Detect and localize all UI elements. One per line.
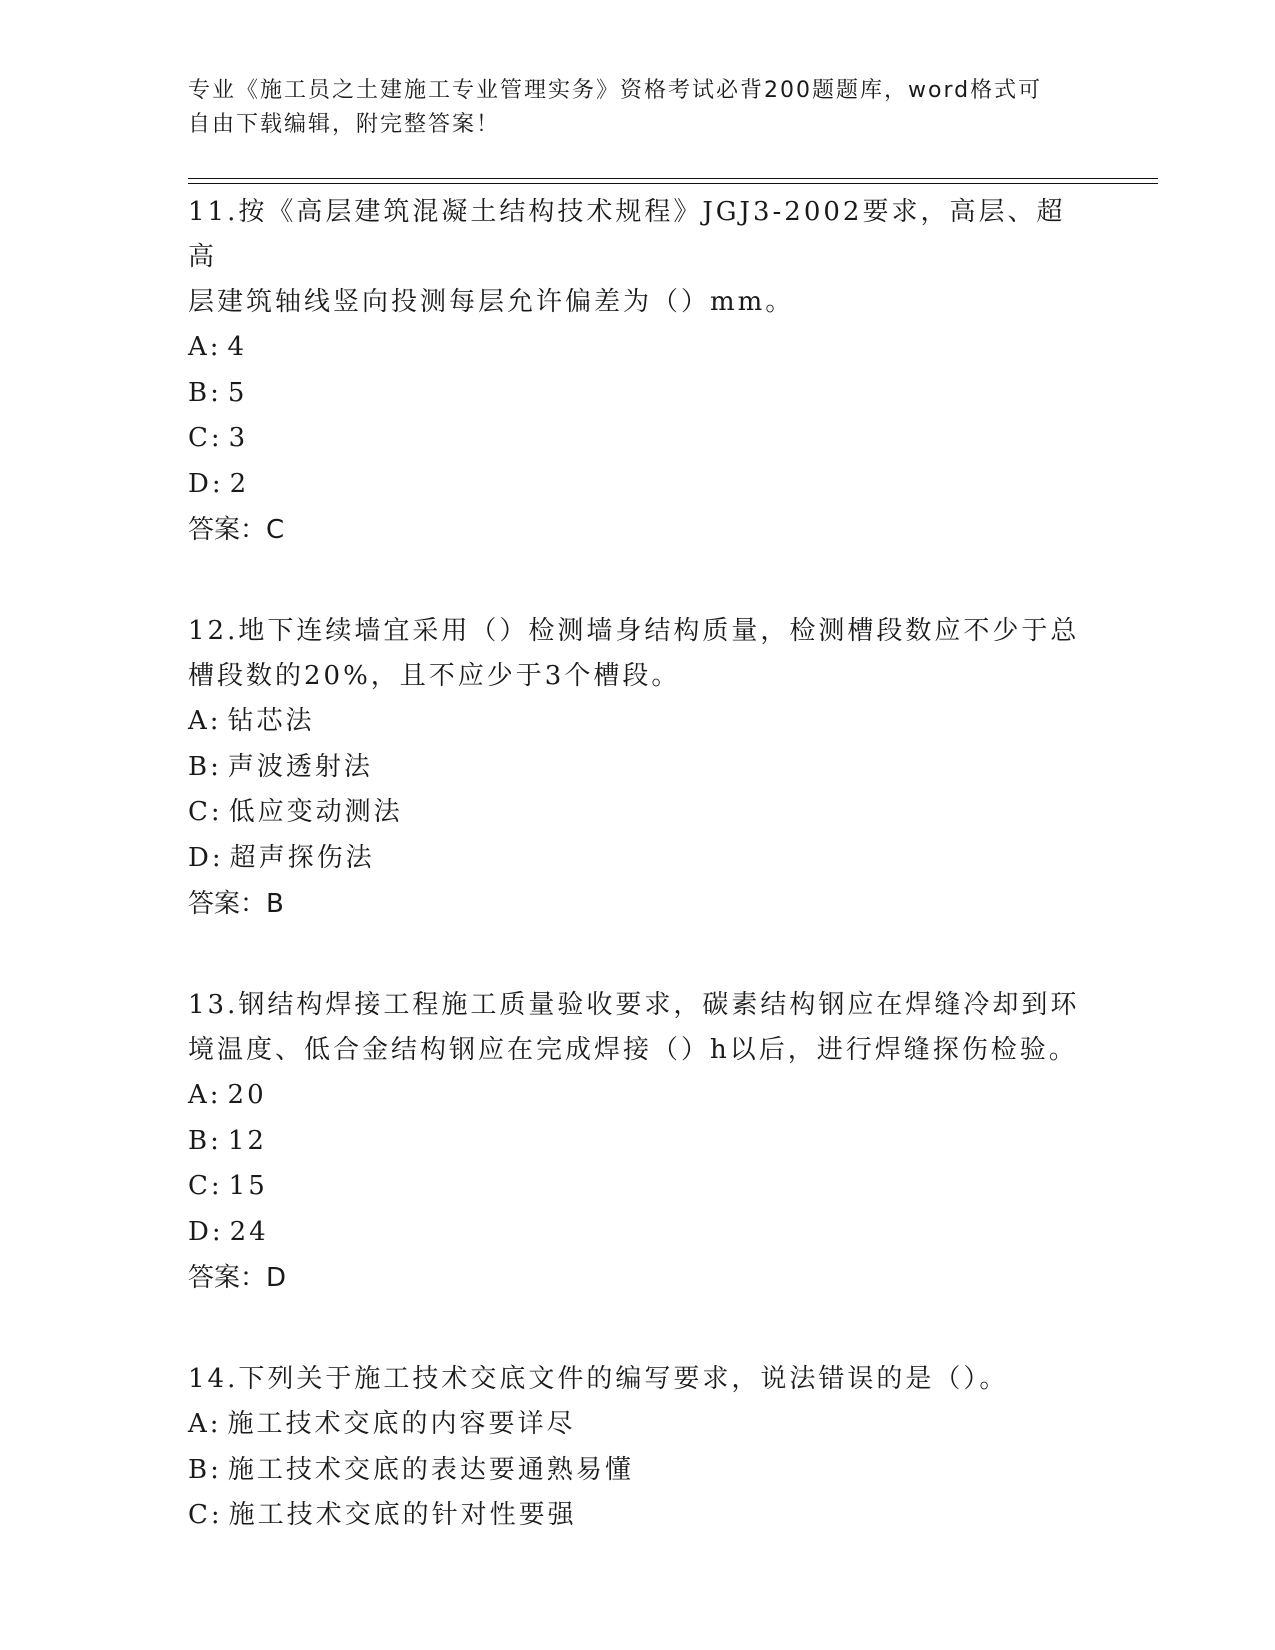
option-c — [188, 790, 1088, 836]
option-letter: B: — [188, 1125, 222, 1156]
option-b — [188, 1119, 1088, 1165]
option-b — [188, 1448, 1088, 1494]
question-stem-line: 层建筑轴线竖向投测每层允许偏差为（）mm。 — [188, 287, 795, 317]
header-divider-bottom — [188, 183, 1158, 184]
option-text: 声波透射法 — [227, 751, 373, 782]
option-a — [188, 1402, 1088, 1448]
option-letter: A: — [188, 1080, 222, 1110]
header-line-1: 专业《施工员之土建施工专业管理实务》资格考试必背200题题库，word格式可 — [188, 78, 1043, 103]
option-d — [188, 1210, 1088, 1256]
option-text: 3 — [228, 423, 249, 453]
question-stem-line: 12.地下连续墙宜采用（）检测墙身结构质量，检测槽段数应不少于总 — [188, 616, 1080, 646]
header-line-2: 自由下载编辑，附完整答案！ — [188, 112, 501, 137]
option-text: 低应变动测法 — [228, 797, 403, 827]
option-c — [188, 416, 1088, 462]
question-stem-line: 境温度、低合金结构钢应在完成焊接（）h以后，进行焊缝探伤检验。 — [188, 1035, 1078, 1065]
option-letter: C: — [188, 1500, 223, 1530]
document-header — [188, 74, 1088, 142]
question-list — [188, 190, 1088, 1595]
option-text: 5 — [227, 377, 248, 408]
question-stem-line: 11.按《高层建筑混凝土结构技术规程》JGJ3-2002要求，高层、超高 — [188, 197, 1066, 272]
option-a — [188, 1073, 1088, 1119]
option-text: 4 — [227, 332, 248, 362]
question-11 — [188, 190, 1088, 553]
option-letter: C: — [188, 797, 223, 827]
option-letter: A: — [188, 1409, 222, 1439]
option-d — [188, 836, 1088, 882]
option-text: 2 — [229, 468, 250, 499]
option-text: 24 — [229, 1216, 269, 1247]
option-a — [188, 699, 1088, 745]
question-13 — [188, 983, 1088, 1301]
option-letter: D: — [188, 1216, 224, 1247]
option-letter: A: — [188, 706, 222, 736]
option-text: 15 — [228, 1171, 268, 1201]
option-letter: B: — [188, 751, 222, 782]
option-d — [188, 462, 1088, 508]
question-14 — [188, 1357, 1088, 1539]
option-text: 施工技术交底的表达要通熟易懂 — [227, 1454, 634, 1485]
question-stem-line: 槽段数的20%，且不应少于3个槽段。 — [188, 661, 681, 691]
option-a — [188, 325, 1088, 371]
option-letter: D: — [188, 842, 224, 873]
option-text: 12 — [227, 1125, 267, 1156]
answer-line: 答案：B — [188, 889, 284, 919]
header-divider-top — [188, 178, 1158, 179]
question-stem-line: 14.下列关于施工技术交底文件的编写要求，说法错误的是（）。 — [188, 1364, 1009, 1394]
option-text: 超声探伤法 — [229, 842, 375, 873]
option-b — [188, 745, 1088, 791]
answer-line: 答案：D — [188, 1263, 287, 1293]
option-letter: D: — [188, 468, 224, 499]
option-letter: C: — [188, 1171, 223, 1201]
option-c — [188, 1493, 1088, 1539]
option-c — [188, 1164, 1088, 1210]
option-letter: B: — [188, 377, 222, 408]
option-b — [188, 371, 1088, 417]
option-text: 20 — [227, 1080, 267, 1110]
option-letter: C: — [188, 423, 223, 453]
option-text: 施工技术交底的针对性要强 — [228, 1500, 577, 1530]
option-text: 施工技术交底的内容要详尽 — [227, 1409, 576, 1439]
question-12 — [188, 609, 1088, 927]
answer-line: 答案：C — [188, 515, 285, 545]
option-text: 钻芯法 — [227, 706, 315, 736]
option-letter: B: — [188, 1454, 222, 1485]
option-letter: A: — [188, 332, 222, 362]
question-stem-line: 13.钢结构焊接工程施工质量验收要求，碳素结构钢应在焊缝冷却到环 — [188, 990, 1080, 1020]
